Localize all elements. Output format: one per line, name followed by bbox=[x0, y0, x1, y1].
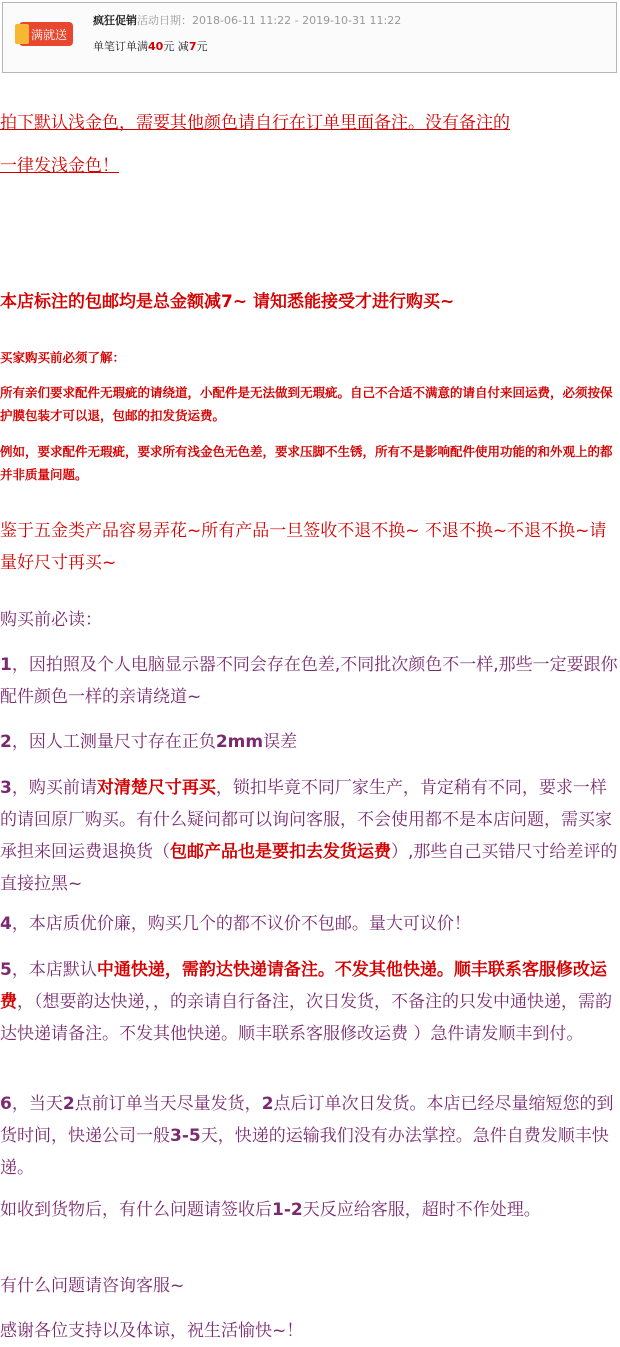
readme-title: 购买前必读： bbox=[0, 610, 102, 630]
question-note: 有什么问题请咨询客服~ bbox=[0, 1276, 185, 1296]
readme-item-5: 5，本店默认中通快递，需韵达快递请备注。不发其他快递。顺丰联系客服修改运费，（想要韵达快递，，的亲请自行备注，次日发货，不备注的只发中通快递，需韵达快递请备注。不发其他快递。顺丰联系客服修改运费 ）急件请发顺丰到付。 bbox=[0, 960, 612, 1044]
readme-item-6: 6，当天2点前订单当天尽量发货，2点后订单次日发货。本店已经尽量缩短您的到货时间，快递公司一般3-5天，快递的运输我们没有办法掌控。急件自费发顺丰快递。 bbox=[0, 1094, 614, 1178]
receive-note: 如收到货物后，有什么问题请签收后1-2天反应给客服，超时不作处理。 bbox=[0, 1200, 541, 1220]
gift-badge-icon bbox=[15, 21, 75, 47]
hardware-note: 鉴于五金类产品容易弄花~所有产品一旦签收不退不换~ 不退不换~不退不换~请量好尺寸再买~ bbox=[0, 521, 607, 573]
thanks-note: 感谢各位支持以及体谅，祝生活愉快~！ bbox=[0, 1321, 304, 1341]
readme-item-3: 3，购买前请对清楚尺寸再买，锁扣毕竟不同厂家生产，肯定稍有不同，要求一样的请回原厂购买。有什么疑问都可以询问客服，不会使用都不是本店问题，需买家承担来回运费退换货（包邮产品也是要扣去发货运费）,那些自己买错尺寸给差评的直接拉黑~ bbox=[0, 778, 618, 894]
promotion-bar bbox=[2, 2, 617, 73]
badge-label: 满就送 bbox=[30, 28, 68, 42]
readme-item-1: 1，因拍照及个人电脑显示器不同会存在色差,不同批次颜色不一样,那些一定要跟你配件颜色一样的亲请绕道~ bbox=[0, 655, 618, 707]
readme-item-4: 4，本店质优价廉，购买几个的都不议价不包邮。量大可议价！ bbox=[0, 914, 471, 934]
shipping-notice: 本店标注的包邮均是总金额减7~ 请知悉能接受才进行购买~ bbox=[0, 292, 455, 312]
color-notice: 拍下默认浅金色，需要其他颜色请自行在订单里面备注。没有备注的 一律发浅金色！ bbox=[0, 113, 510, 176]
promo-rule: 单笔订单满40元 减7元 bbox=[93, 40, 208, 53]
readme-item-2: 2，因人工测量尺寸存在正负2mm误差 bbox=[0, 732, 298, 752]
buyer-notice-p1: 所有亲们要求配件无瑕疵的请绕道，小配件是无法做到无瑕疵。自己不合适不满意的请自付来回运费，必须按保护膜包装才可以退，包邮的扣发货运费。 bbox=[0, 385, 613, 423]
buyer-notice-title: 买家购买前必须了解： bbox=[0, 350, 126, 365]
buyer-notice-p2: 例如，要求配件无瑕疵，要求所有浅金色无色差，要求压脚不生锈，所有不是影响配件使用功能的和外观上的都并非质量问题。 bbox=[0, 444, 613, 482]
promo-title: 疯狂促销活动日期：2018-06-11 11:22 - 2019-10-31 11:22 bbox=[93, 14, 402, 27]
